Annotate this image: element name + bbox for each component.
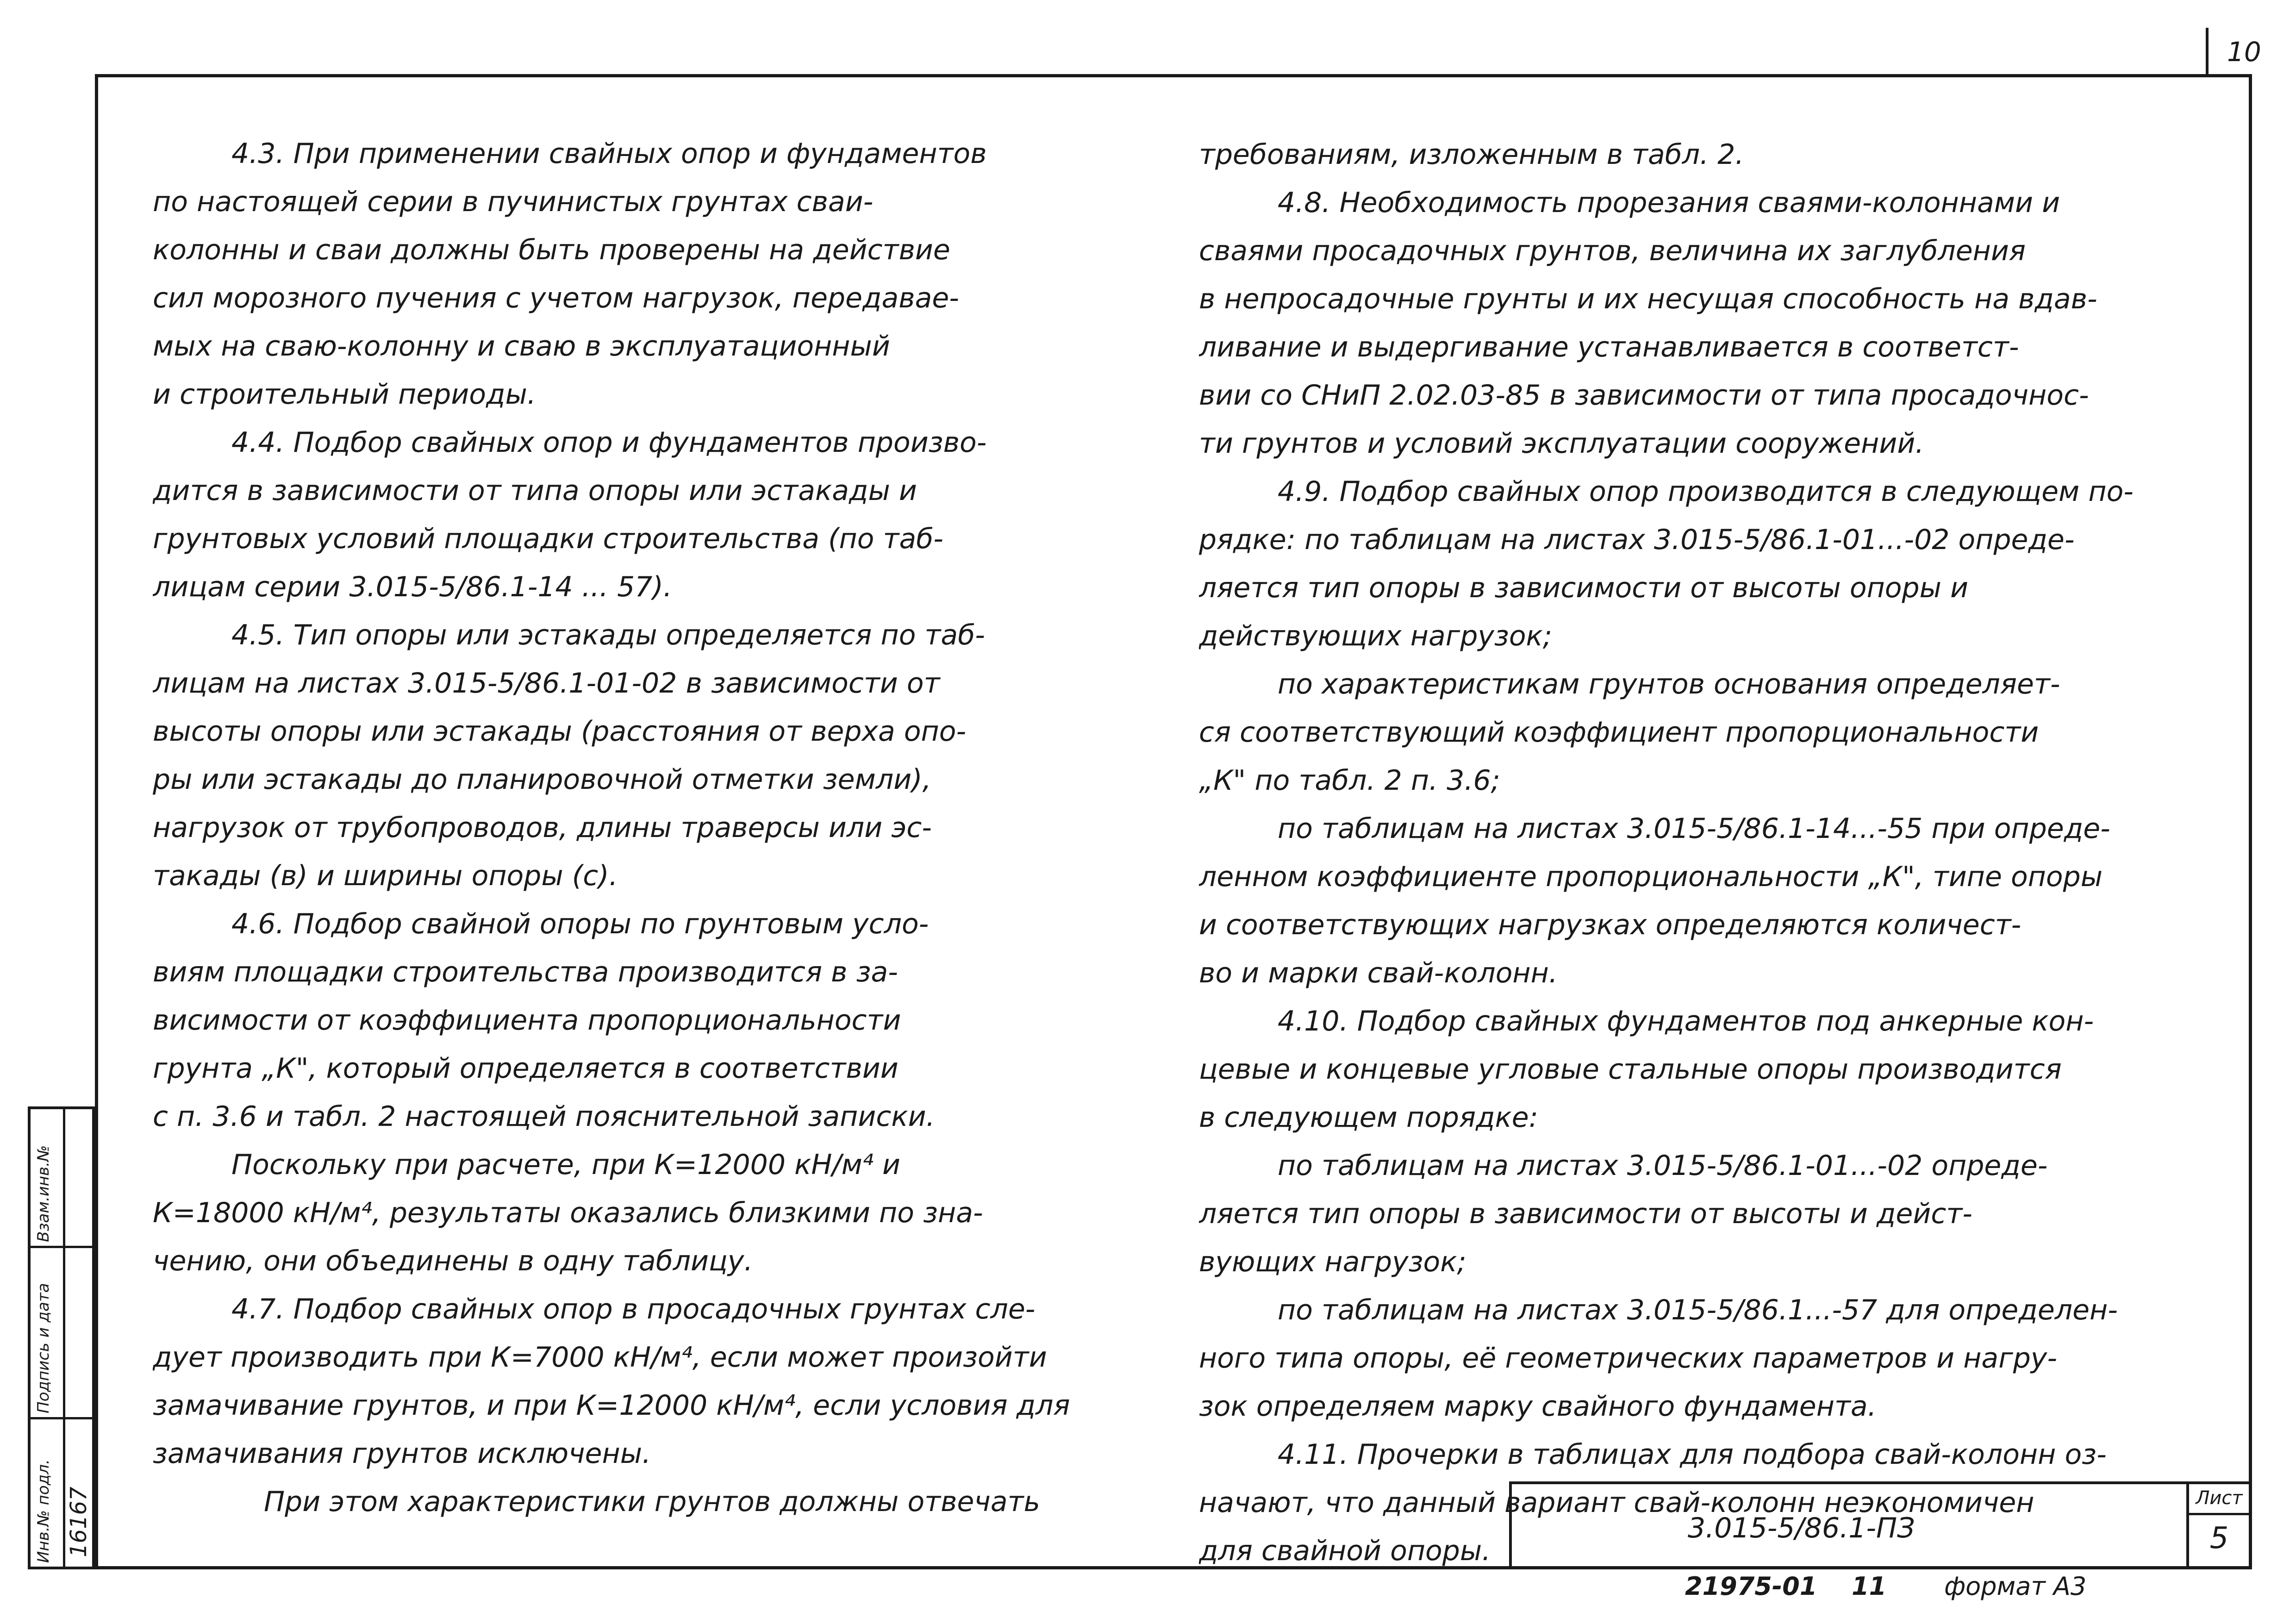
text-line: для свайной опоры. [1199, 1535, 1491, 1567]
side-cell-inv-podl [31, 1419, 92, 1567]
text-line: действующих нагрузок; [1199, 620, 1552, 652]
sheet-count: 11 [1852, 1572, 1887, 1601]
doc-code: 3.015-5/86.1-ПЗ [1688, 1512, 1915, 1544]
text-line: 4.9. Подбор свайных опор производится в следующем по- [1278, 475, 2134, 508]
text-line: по характеристикам грунтов основания определяет- [1278, 668, 2060, 700]
text-line: 4.4. Подбор свайных опор и фундаментов произво- [231, 426, 987, 459]
text-line: При этом характеристики грунтов должны отвечать [264, 1486, 1040, 1518]
text-line: лицам на листах 3.015-5/86.1-01-02 в зависимости от [153, 667, 940, 700]
text-line: ляется тип опоры в зависимости от высоты и дейст- [1199, 1198, 1972, 1230]
text-line: вующих нагрузок; [1199, 1246, 1466, 1278]
text-line: лицам серии 3.015-5/86.1-14 ... 57). [153, 571, 672, 603]
text-line: цевые и концевые угловые стальные опоры производится [1199, 1053, 2062, 1086]
text-line: рядке: по таблицам на листах 3.015-5/86.1-01...-02 опреде- [1199, 524, 2075, 556]
text-line: требованиям, изложенным в табл. 2. [1199, 138, 1744, 171]
order-number: 21975-01 [1685, 1572, 1817, 1601]
text-line: в непросадочные грунты и их несущая способность на вдав- [1199, 283, 2097, 315]
text-line: „К" по табл. 2 п. 3.6; [1199, 764, 1500, 797]
text-line: и соответствующих нагрузках определяются количест- [1199, 909, 2021, 941]
text-line: К=18000 кН/м⁴, результаты оказались близкими по зна- [153, 1197, 983, 1229]
inv-podl-label: Инв.№ подл. [34, 1459, 53, 1563]
text-line: с п. 3.6 и табл. 2 настоящей пояснительной записки. [153, 1100, 935, 1133]
text-line: ного типа опоры, её геометрических параметров и нагру- [1199, 1342, 2057, 1374]
text-line: виям площадки строительства производится в за- [153, 956, 898, 988]
text-line: вии со СНиП 2.02.03-85 в зависимости от типа просадочнос- [1199, 379, 2089, 412]
sheet-number: 5 [2209, 1521, 2229, 1555]
text-line: дует производить при К=7000 кН/м⁴, если может произойти [153, 1341, 1047, 1374]
text-line: высоты опоры или эстакады (расстояния от верха опо- [153, 715, 967, 748]
text-line: нагрузок от трубопроводов, длины траверсы или эс- [153, 812, 932, 844]
text-line: такады (в) и ширины опоры (с). [153, 860, 618, 892]
text-line: по таблицам на листах 3.015-5/86.1-14...-55 при опреде- [1278, 812, 2110, 845]
side-stamp [28, 1106, 95, 1569]
format-label: формат А3 [1944, 1572, 2087, 1601]
text-line: 4.10. Подбор свайных фундаментов под анкерные кон- [1278, 1005, 2094, 1037]
text-line: по таблицам на листах 3.015-5/86.1-01...-02 опреде- [1278, 1149, 2048, 1182]
left-text-column [153, 130, 1153, 1526]
text-line: 4.3. При применении свайных опор и фундаментов [231, 137, 987, 170]
text-line: по настоящей серии в пучинистых грунтах сваи- [153, 186, 873, 218]
text-line: сил морозного пучения с учетом нагрузок, передавае- [153, 282, 959, 314]
text-line: ти грунтов и условий эксплуатации сооружений. [1199, 427, 1924, 460]
text-line: дится в зависимости от типа опоры или эстакады и [153, 475, 917, 507]
text-line: 4.6. Подбор свайной опоры по грунтовым усло- [231, 908, 929, 940]
text-line: 4.11. Прочерки в таблицах для подбора свай-колонн оз- [1278, 1438, 2107, 1471]
sheet-label: Лист [2189, 1484, 2249, 1515]
text-line: в следующем порядке: [1199, 1101, 1538, 1134]
text-line: ленном коэффициенте пропорциональности „К", типе опоры [1199, 861, 2103, 893]
side-cell-vzam [31, 1109, 92, 1248]
text-line: висимости от коэффициента пропорциональности [153, 1004, 901, 1037]
text-line: 4.7. Подбор свайных опор в просадочных грунтах сле- [231, 1293, 1036, 1325]
sheet-box [2186, 1484, 2249, 1567]
text-line: ляется тип опоры в зависимости от высоты опоры и [1199, 572, 1969, 604]
text-line: начают, что данный вариант свай-колонн неэкономичен [1199, 1487, 2034, 1519]
text-line: сваями просадочных грунтов, величина их заглубления [1199, 235, 2026, 267]
text-line: Поскольку при расчете, при К=12000 кН/м⁴ и [231, 1149, 901, 1181]
right-text-column [1199, 131, 2227, 1575]
text-line: грунтовых условий площадки строительства (по таб- [153, 523, 943, 555]
text-line: по таблицам на листах 3.015-5/86.1...-57 для определен- [1278, 1294, 2118, 1326]
text-line: замачивания грунтов исключены. [153, 1437, 651, 1470]
text-line: 4.5. Тип опоры или эстакады определяется по таб- [231, 619, 985, 651]
text-line: мых на сваю-колонну и сваю в эксплуатационный [153, 330, 890, 362]
text-line: ливание и выдергивание устанавливается в соответст- [1199, 331, 2019, 363]
text-line: зок определяем марку свайного фундамента. [1199, 1390, 1877, 1423]
page-corner-number [2206, 28, 2273, 74]
text-line: 4.8. Необходимость прорезания сваями-колоннами и [1278, 187, 2060, 219]
text-line: ся соответствующий коэффициент пропорциональности [1199, 716, 2039, 749]
text-line: во и марки свай-колонн. [1199, 957, 1558, 989]
side-cell-podpis [31, 1248, 92, 1419]
vzam-label: Взам.инв.№ [34, 1145, 53, 1242]
text-line: замачивание грунтов, и при К=12000 кН/м⁴, если условия для [153, 1389, 1070, 1422]
podpis-label: Подпись и дата [34, 1283, 53, 1413]
page-corner-number-text: 10 [2227, 36, 2261, 68]
inv-podl-value: 16167 [66, 1487, 92, 1557]
text-line: колонны и сваи должны быть проверены на действие [153, 234, 950, 266]
text-line: ры или эстакады до планировочной отметки земли), [153, 763, 931, 796]
text-line: грунта „К", который определяется в соответствии [153, 1052, 898, 1085]
text-line: чению, они объединены в одну таблицу. [153, 1245, 753, 1277]
title-block [1509, 1481, 2252, 1569]
text-line: и строительный периоды. [153, 378, 536, 411]
